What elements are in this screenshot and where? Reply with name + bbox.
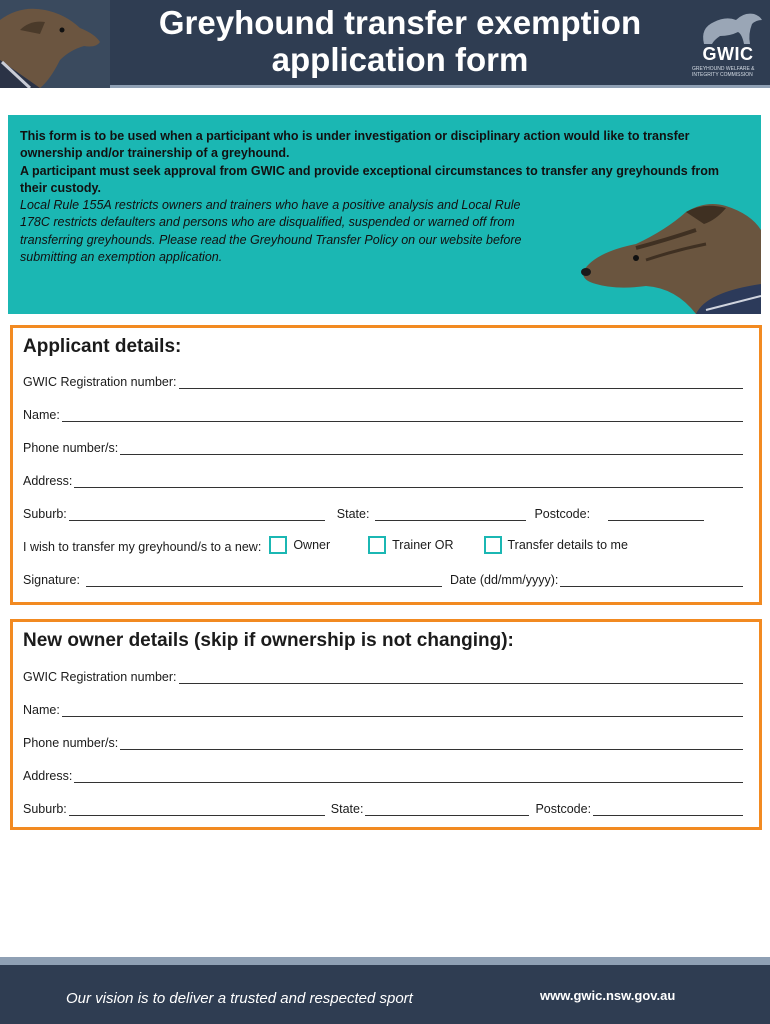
name-label: Name: [23, 408, 60, 422]
row-owner-suburb [23, 796, 743, 816]
row-transfer-type [23, 534, 743, 554]
owner-suburb-field[interactable] [69, 802, 325, 816]
row-phone [23, 435, 743, 455]
greyhound-photo [576, 200, 761, 314]
gwic-reg-field[interactable] [179, 375, 743, 389]
new-owner-section-title: New owner details (skip if ownership is not changing): [23, 630, 514, 651]
owner-phone-label: Phone number/s: [23, 736, 119, 750]
owner-address-field[interactable] [74, 769, 743, 783]
title-line-2: application form [271, 41, 529, 78]
applicant-section-title: Applicant details: [23, 336, 182, 357]
state-label: State: [336, 507, 370, 521]
transfer-prompt: I wish to transfer my greyhound/s to a new: [23, 540, 262, 554]
owner-address-label: Address: [23, 769, 73, 783]
website-url[interactable]: www.gwic.nsw.gov.au [540, 988, 676, 1003]
page-title [120, 4, 680, 78]
owner-postcode-label: Postcode: [535, 802, 592, 816]
row-suburb [23, 501, 743, 521]
intro-para-2: A participant must seek approval from GWIC and provide exceptional circumstances to transfer any greyhounds from their custody. [20, 163, 720, 195]
row-gwic-reg [23, 369, 743, 389]
owner-suburb-label: Suburb: [23, 802, 67, 816]
greyhound-photo [0, 0, 110, 88]
date-field[interactable] [560, 573, 743, 587]
gwic-reg-label: GWIC Registration number: [23, 375, 177, 389]
option-transfer-to-me[interactable] [484, 536, 628, 554]
postcode-field[interactable] [608, 507, 704, 521]
owner-label: Owner [293, 538, 331, 552]
state-field[interactable] [375, 507, 526, 521]
phone-label: Phone number/s: [23, 441, 119, 455]
new-owner-details-section [10, 619, 762, 830]
logo-subtitle: GREYHOUND WELFARE & INTEGRITY COMMISSION [692, 66, 755, 78]
owner-state-field[interactable] [365, 802, 529, 816]
owner-gwic-reg-field[interactable] [179, 670, 743, 684]
row-owner-phone [23, 730, 743, 750]
owner-phone-field[interactable] [120, 736, 743, 750]
signature-label: Signature: [23, 573, 80, 587]
address-label: Address: [23, 474, 73, 488]
transfer-to-me-label: Transfer details to me [507, 538, 628, 552]
intro-para-1: This form is to be used when a participant who is under investigation or disciplinary action would like to transfer ownership and/or trainership of a greyhound. [20, 129, 690, 161]
address-field[interactable] [74, 474, 743, 488]
trainer-label: Trainer OR [392, 538, 454, 552]
row-signature [23, 567, 743, 587]
row-name [23, 402, 743, 422]
trainer-checkbox[interactable] [368, 536, 386, 554]
row-owner-address [23, 763, 743, 783]
postcode-label: Postcode: [534, 507, 591, 521]
signature-field[interactable] [86, 573, 442, 587]
row-owner-name [23, 697, 743, 717]
owner-name-label: Name: [23, 703, 60, 717]
applicant-details-section [10, 325, 762, 605]
vision-statement: Our vision is to deliver a trusted and respected sport [66, 990, 413, 1007]
suburb-field[interactable] [69, 507, 325, 521]
owner-name-field[interactable] [62, 703, 743, 717]
greyhound-logo-icon [690, 6, 766, 46]
option-owner[interactable] [269, 536, 330, 554]
owner-checkbox[interactable] [269, 536, 287, 554]
suburb-label: Suburb: [23, 507, 67, 521]
logo-text: GWIC [702, 44, 754, 64]
page-footer [0, 965, 770, 1024]
title-line-1: Greyhound transfer exemption [158, 4, 642, 41]
phone-field[interactable] [120, 441, 743, 455]
option-trainer[interactable] [368, 536, 453, 554]
date-label: Date (dd/mm/yyyy): [449, 573, 559, 587]
footer-band [0, 957, 770, 965]
row-address [23, 468, 743, 488]
intro-para-3: Local Rule 155A restricts owners and trainers who have a positive analysis and Local Rule 178C restricts defaulters and persons who are disqualified, suspended or warned off from transferring greyhounds. Please read the Greyhound Transfer Policy on our website before submitting an exemption application. [20, 198, 522, 265]
row-owner-gwic-reg [23, 664, 743, 684]
owner-gwic-reg-label: GWIC Registration number: [23, 670, 177, 684]
owner-state-label: State: [330, 802, 364, 816]
name-field[interactable] [62, 408, 743, 422]
intro-panel [8, 115, 761, 314]
gwic-logo [690, 6, 766, 82]
transfer-to-me-checkbox[interactable] [484, 536, 502, 554]
page-header [0, 0, 770, 88]
owner-postcode-field[interactable] [593, 802, 743, 816]
